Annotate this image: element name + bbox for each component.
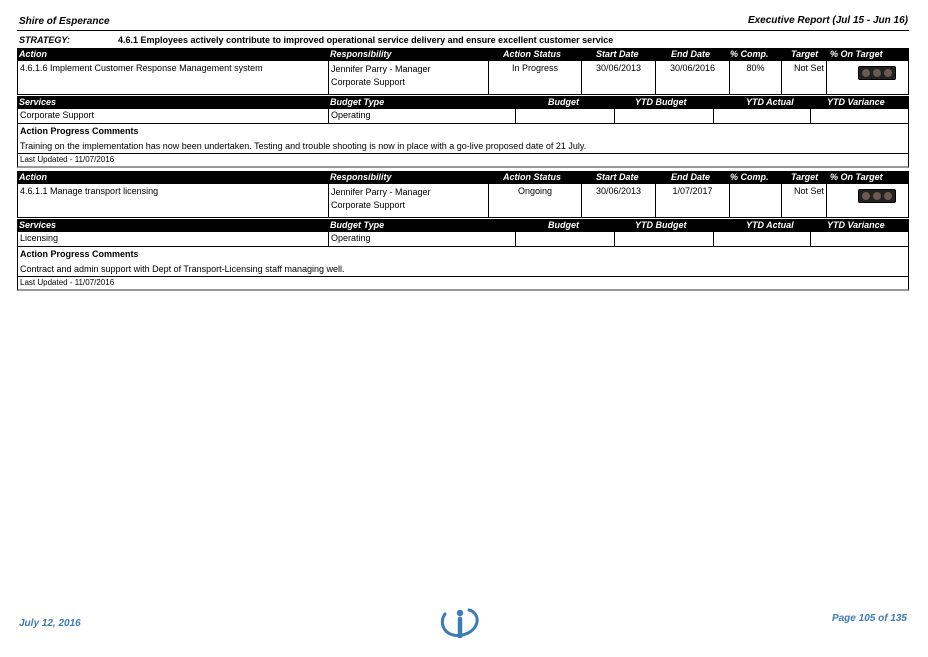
action-on-target: [827, 61, 908, 94]
traffic-light-lamp: [884, 69, 892, 77]
service-ytd-budget: [615, 232, 714, 246]
service-ytd-variance: [811, 109, 908, 123]
service-ytd-actual: [714, 232, 811, 246]
col-target-header: Target: [791, 49, 819, 59]
action-responsibility: [329, 184, 489, 217]
service-name: Corporate Support: [18, 109, 329, 123]
col-ytd-actual-header: YTD Actual: [746, 220, 794, 230]
col-end-header: End Date: [671, 172, 711, 182]
col-responsibility-header: Responsibility: [330, 49, 392, 59]
traffic-light-lamp: [862, 69, 870, 77]
col-action-header: Action: [19, 49, 47, 59]
action-name: 4.6.1.1 Manage transport licensing: [18, 184, 329, 217]
comments-section: [17, 124, 909, 154]
action-percent-complete: [730, 184, 782, 217]
col-status-header: Action Status: [503, 49, 562, 59]
action-block: [17, 171, 909, 291]
action-on-target: [827, 184, 908, 217]
traffic-light-lamp: [862, 192, 870, 200]
service-ytd-actual: [714, 109, 811, 123]
service-row: [17, 109, 909, 124]
col-start-header: Start Date: [596, 172, 639, 182]
footer-date: July 12, 2016: [19, 618, 81, 629]
action-start-date: 30/06/2013: [582, 61, 656, 94]
action-block: [17, 48, 909, 168]
traffic-light-lamp: [873, 69, 881, 77]
report-title: Executive Report (Jul 15 - Jun 16): [747, 15, 908, 26]
action-percent-complete: 80%: [730, 61, 782, 94]
service-ytd-variance: [811, 232, 908, 246]
comments-section: [17, 247, 909, 277]
service-budget: [516, 109, 615, 123]
col-budget-header: Budget: [548, 220, 579, 230]
action-target: Not Set: [782, 184, 827, 217]
col-services-header: Services: [19, 97, 57, 107]
action-row: [17, 61, 909, 95]
comments-text: Training on the implementation has now been undertaken. Testing and trouble shooting is now in place with a go-live proposed date of 21 July.: [20, 141, 587, 151]
traffic-light-lamp: [884, 192, 892, 200]
action-end-date: 1/07/2017: [656, 184, 730, 217]
last-updated-row: [17, 154, 909, 168]
page-number: Page 105 of 135: [831, 613, 907, 624]
org-name: Shire of Esperance: [19, 16, 110, 27]
last-updated: Last Updated - 11/07/2016: [20, 278, 115, 287]
services-header-bar: [17, 219, 909, 232]
strategy-label: STRATEGY:: [19, 35, 70, 45]
comments-title: Action Progress Comments: [20, 249, 139, 259]
services-header-bar: [17, 96, 909, 109]
strategy-row: [17, 34, 909, 47]
action-target: Not Set: [782, 61, 827, 94]
col-services-header: Services: [19, 220, 57, 230]
responsibility-person: Jennifer Parry - Manager: [331, 64, 431, 74]
traffic-light-lamp: [873, 192, 881, 200]
responsibility-dept: Corporate Support: [331, 200, 406, 210]
col-budget-type-header: Budget Type: [330, 97, 385, 107]
traffic-light-icon: [858, 189, 896, 203]
responsibility-person: Jennifer Parry - Manager: [331, 187, 431, 197]
action-header-bar: [17, 171, 909, 184]
info-logo-icon: [439, 606, 479, 638]
action-name: 4.6.1.6 Implement Customer Response Management system: [18, 61, 329, 94]
service-name: Licensing: [18, 232, 329, 246]
col-budget-type-header: Budget Type: [330, 220, 385, 230]
col-ytd-budget-header: YTD Budget: [635, 97, 687, 107]
action-end-date: 30/06/2016: [656, 61, 730, 94]
col-start-header: Start Date: [596, 49, 639, 59]
service-ytd-budget: [615, 109, 714, 123]
col-ytd-budget-header: YTD Budget: [635, 220, 687, 230]
action-row: [17, 184, 909, 218]
col-status-header: Action Status: [503, 172, 562, 182]
action-start-date: 30/06/2013: [582, 184, 656, 217]
comments-text: Contract and admin support with Dept of Transport-Licensing staff managing well.: [20, 264, 345, 274]
col-end-header: End Date: [671, 49, 711, 59]
comments-title: Action Progress Comments: [20, 126, 139, 136]
action-status: In Progress: [489, 61, 582, 94]
col-on-target-header: % On Target: [830, 172, 883, 182]
col-action-header: Action: [19, 172, 47, 182]
col-target-header: Target: [791, 172, 819, 182]
last-updated-row: [17, 277, 909, 291]
action-responsibility: [329, 61, 489, 94]
col-ytd-variance-header: YTD Variance: [827, 97, 885, 107]
responsibility-dept: Corporate Support: [331, 77, 406, 87]
col-responsibility-header: Responsibility: [330, 172, 392, 182]
col-on-target-header: % On Target: [830, 49, 883, 59]
last-updated: Last Updated - 11/07/2016: [20, 155, 115, 164]
col-budget-header: Budget: [548, 97, 579, 107]
service-row: [17, 232, 909, 247]
col-comp-header: % Comp.: [730, 172, 769, 182]
col-ytd-actual-header: YTD Actual: [746, 97, 794, 107]
action-header-bar: [17, 48, 909, 61]
service-budget-type: Operating: [329, 232, 516, 246]
service-budget: [516, 232, 615, 246]
col-comp-header: % Comp.: [730, 49, 769, 59]
strategy-text: 4.6.1 Employees actively contribute to improved operational service delivery and ensure excellent customer service: [118, 35, 614, 45]
col-ytd-variance-header: YTD Variance: [827, 220, 885, 230]
traffic-light-icon: [858, 66, 896, 80]
service-budget-type: Operating: [329, 109, 516, 123]
header-divider: [17, 30, 909, 31]
action-status: Ongoing: [489, 184, 582, 217]
